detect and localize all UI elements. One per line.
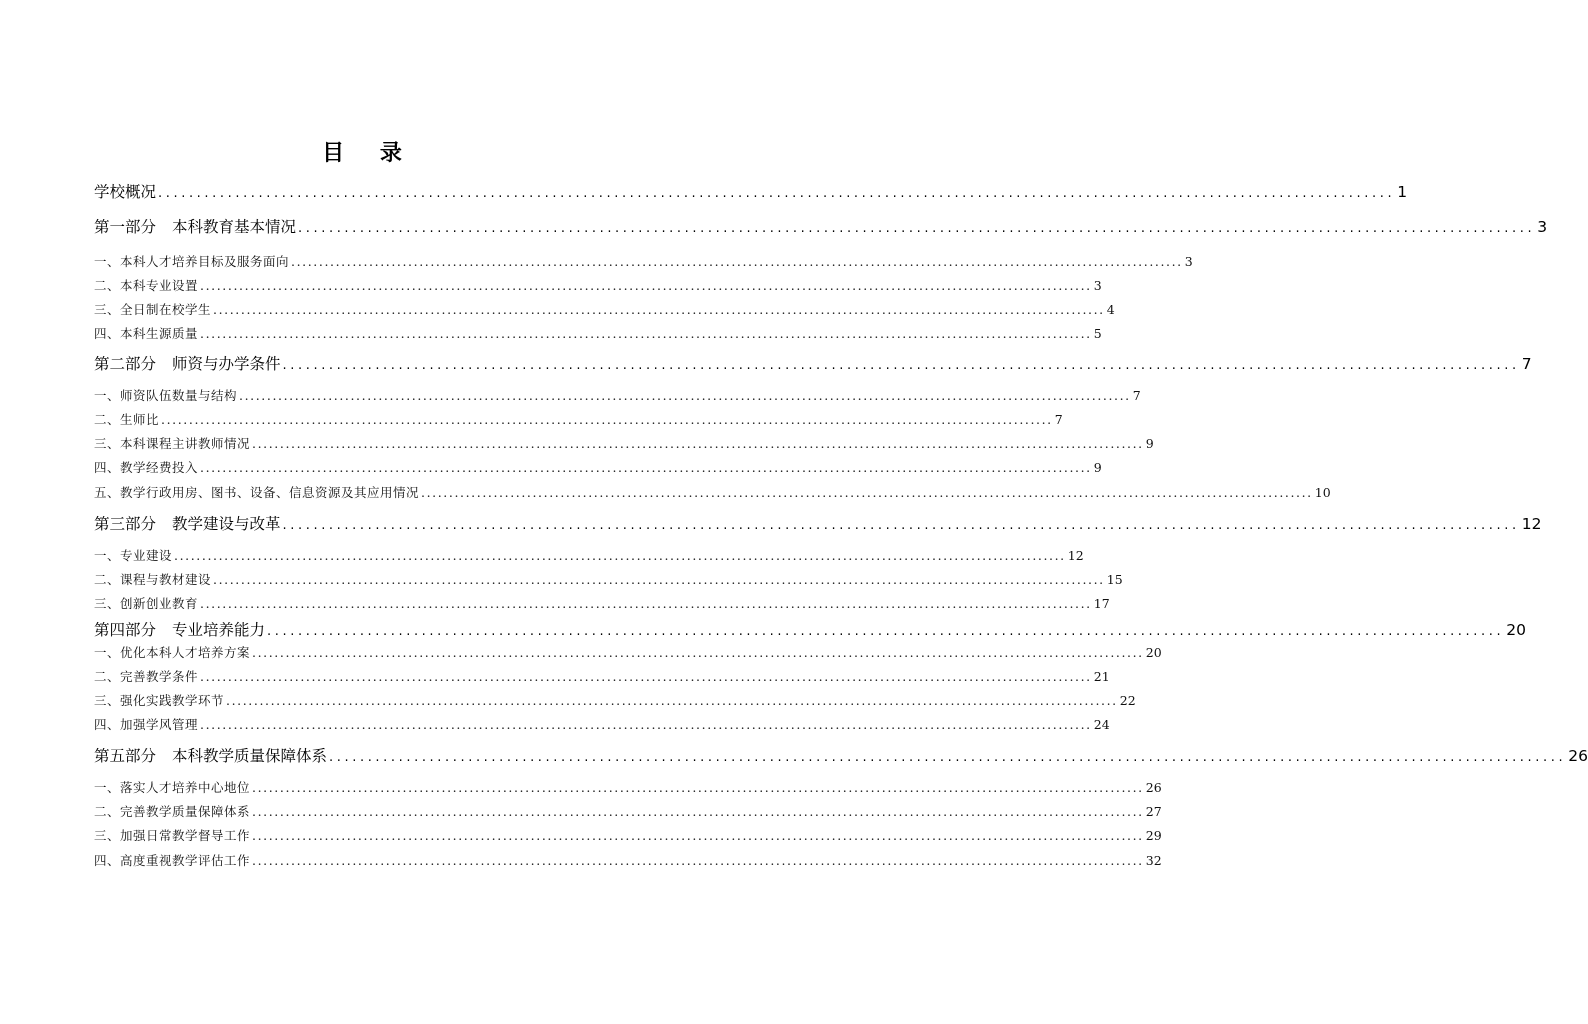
- toc-page-number: 29: [1145, 828, 1162, 843]
- toc-entry-label: [94, 434, 250, 452]
- toc-leader-dots: ................................................................................................................................................................: [421, 485, 1313, 500]
- toc-subsection-entry[interactable]: [94, 691, 1136, 709]
- toc-subsection-entry[interactable]: [94, 826, 1162, 844]
- toc-entry-label: [94, 300, 211, 318]
- toc-subsection-entry[interactable]: [94, 667, 1110, 685]
- toc-leader-dots: ................................................................................................................................................................: [200, 460, 1092, 475]
- toc-page-number: 12: [1521, 515, 1542, 533]
- toc-entry-title: 教学建设与改革: [172, 515, 281, 533]
- toc-entry-label: [94, 744, 327, 766]
- toc-entry-label: [94, 386, 237, 404]
- toc-entry-title: 一、落实人才培养中心地位: [94, 780, 251, 795]
- toc-leader-dots: ................................................................................................................................................................: [200, 596, 1092, 611]
- toc-page-number: 22: [1119, 693, 1136, 708]
- toc-leader-dots: ................................................................................................................................................................: [252, 828, 1144, 843]
- toc-leader-dots: ................................................................................................................................................................: [291, 254, 1183, 269]
- toc-page-number: 26: [1145, 780, 1162, 795]
- toc-subsection-entry[interactable]: [94, 276, 1102, 294]
- toc-page-number: 3: [1093, 278, 1102, 293]
- toc-part-number: 第四部分: [94, 621, 157, 639]
- toc-section-entry[interactable]: [94, 618, 1526, 640]
- toc-page-number: 26: [1568, 747, 1588, 765]
- toc-leader-dots: ................................................................................................................................................................: [252, 436, 1144, 451]
- toc-page-number: 9: [1093, 460, 1102, 475]
- toc-leader-dots: ................................................................................................................................................................: [252, 645, 1144, 660]
- toc-entry-label: [94, 352, 281, 374]
- toc-entry-title: 本科教学质量保障体系: [172, 747, 328, 765]
- toc-part-number: 第三部分: [94, 515, 157, 533]
- toc-leader-dots: ................................................................................................................................................................: [200, 326, 1092, 341]
- toc-entry-label: [94, 643, 250, 661]
- toc-subsection-entry[interactable]: [94, 458, 1102, 476]
- toc-subsection-entry[interactable]: [94, 546, 1084, 564]
- toc-entry-title: 本科教育基本情况: [172, 218, 297, 236]
- toc-subsection-entry[interactable]: [94, 434, 1154, 452]
- toc-entry-title: 三、全日制在校学生: [94, 302, 212, 317]
- toc-leader-dots: ................................................................................................................................................................: [252, 853, 1144, 868]
- toc-page-number: 3: [1184, 254, 1193, 269]
- toc-leader-dots: ................................................................................................................................................................: [226, 693, 1118, 708]
- toc-entry-label: [94, 667, 198, 685]
- toc-leader-dots: ................................................................................................................................................................: [267, 624, 1505, 639]
- toc-leader-dots: ................................................................................................................................................................: [213, 572, 1105, 587]
- toc-entry-title: 三、本科课程主讲教师情况: [94, 436, 251, 451]
- toc-part-number: 学校概况: [94, 183, 157, 201]
- toc-page-number: 4: [1106, 302, 1115, 317]
- toc-leader-dots: ................................................................................................................................................................: [200, 278, 1092, 293]
- toc-leader-dots: ................................................................................................................................................................: [239, 388, 1131, 403]
- toc-entry-title: 一、本科人才培养目标及服务面向: [94, 254, 290, 269]
- toc-leader-dots: ................................................................................................................................................................: [329, 750, 1567, 765]
- toc-subsection-entry[interactable]: [94, 778, 1162, 796]
- toc-section-entry[interactable]: [94, 215, 1548, 237]
- toc-entry-label: [94, 215, 296, 237]
- toc-entry-label: [94, 715, 198, 733]
- page-title: 目 录: [322, 141, 416, 166]
- toc-entry-title: 二、生师比: [94, 412, 160, 427]
- toc-page-number: 27: [1145, 804, 1162, 819]
- toc-subsection-entry[interactable]: [94, 594, 1110, 612]
- toc-subsection-entry[interactable]: [94, 252, 1193, 270]
- toc-subsection-entry[interactable]: [94, 300, 1115, 318]
- toc-entry-label: [94, 180, 156, 202]
- toc-entry-title: 四、高度重视教学评估工作: [94, 853, 251, 868]
- toc-entry-title: 三、创新创业教育: [94, 596, 199, 611]
- toc-entry-title: 四、教学经费投入: [94, 460, 199, 475]
- toc-leader-dots: ................................................................................................................................................................: [282, 518, 1520, 533]
- toc-page-number: 21: [1093, 669, 1110, 684]
- toc-entry-label: [94, 618, 265, 640]
- toc-page-number: 3: [1537, 218, 1548, 236]
- toc-subsection-entry[interactable]: [94, 570, 1123, 588]
- toc-entry-title: 五、教学行政用房、图书、设备、信息资源及其应用情况: [94, 485, 420, 500]
- toc-entry-label: [94, 512, 281, 534]
- toc-entry-title: 一、专业建设: [94, 548, 173, 563]
- toc-entry-title: 二、课程与教材建设: [94, 572, 212, 587]
- toc-subsection-entry[interactable]: [94, 324, 1102, 342]
- toc-entry-title: 一、师资队伍数量与结构: [94, 388, 238, 403]
- toc-leader-dots: ................................................................................................................................................................: [158, 186, 1396, 201]
- toc-leader-dots: ................................................................................................................................................................: [252, 804, 1144, 819]
- toc-subsection-entry[interactable]: [94, 715, 1110, 733]
- toc-entry-label: [94, 691, 224, 709]
- toc-page-number: 24: [1093, 717, 1110, 732]
- toc-part-number: 第二部分: [94, 355, 157, 373]
- toc-leader-dots: ................................................................................................................................................................: [200, 717, 1092, 732]
- toc-entry-label: [94, 826, 250, 844]
- toc-subsection-entry[interactable]: [94, 410, 1063, 428]
- toc-entry-title: 师资与办学条件: [172, 355, 281, 373]
- toc-entry-label: [94, 778, 250, 796]
- toc-page-number: 1: [1397, 183, 1408, 201]
- toc-section-entry[interactable]: [94, 744, 1588, 766]
- toc-leader-dots: ................................................................................................................................................................: [252, 780, 1144, 795]
- toc-entry-label: [94, 802, 250, 820]
- toc-page-number: 7: [1521, 355, 1532, 373]
- toc-section-entry[interactable]: [94, 352, 1532, 374]
- toc-page-number: 20: [1145, 645, 1162, 660]
- toc-entry-title: 二、完善教学条件: [94, 669, 199, 684]
- toc-subsection-entry[interactable]: [94, 802, 1162, 820]
- toc-page-number: 20: [1506, 621, 1526, 639]
- toc-page-number: 12: [1067, 548, 1084, 563]
- toc-page-number: 17: [1093, 596, 1110, 611]
- toc-page-number: 5: [1093, 326, 1102, 341]
- toc-subsection-entry[interactable]: [94, 483, 1331, 501]
- toc-entry-title: 四、加强学风管理: [94, 717, 199, 732]
- toc-leader-dots: ................................................................................................................................................................: [161, 412, 1053, 427]
- toc-subsection-entry[interactable]: [94, 643, 1162, 661]
- toc-leader-dots: ................................................................................................................................................................: [298, 221, 1536, 236]
- toc-entry-title: 三、加强日常教学督导工作: [94, 828, 251, 843]
- toc-entry-label: [94, 594, 198, 612]
- toc-entry-title: 三、强化实践教学环节: [94, 693, 225, 708]
- toc-page-number: 32: [1145, 853, 1162, 868]
- toc-entry-title: 二、完善教学质量保障体系: [94, 804, 251, 819]
- toc-page-number: 7: [1132, 388, 1141, 403]
- toc-entry-title: 一、优化本科人才培养方案: [94, 645, 251, 660]
- toc-subsection-entry[interactable]: [94, 386, 1141, 404]
- toc-page-number: 9: [1145, 436, 1154, 451]
- toc-entry-title: 二、本科专业设置: [94, 278, 199, 293]
- toc-entry-label: [94, 483, 419, 501]
- toc-entry-label: [94, 252, 289, 270]
- toc-entry-label: [94, 458, 198, 476]
- toc-entry-title: 四、本科生源质量: [94, 326, 199, 341]
- toc-entry-label: [94, 546, 172, 564]
- toc-part-number: 第五部分: [94, 747, 157, 765]
- toc-entry-label: [94, 276, 198, 294]
- toc-subsection-entry[interactable]: [94, 851, 1162, 869]
- toc-entry-title: 专业培养能力: [172, 621, 266, 639]
- toc-leader-dots: ................................................................................................................................................................: [282, 358, 1520, 373]
- toc-section-entry[interactable]: [94, 512, 1542, 534]
- toc-leader-dots: ................................................................................................................................................................: [200, 669, 1092, 684]
- toc-entry-label: [94, 570, 211, 588]
- toc-leader-dots: ................................................................................................................................................................: [174, 548, 1066, 563]
- toc-page-number: 7: [1054, 412, 1063, 427]
- toc-leader-dots: ................................................................................................................................................................: [213, 302, 1105, 317]
- toc-section-entry[interactable]: [94, 180, 1408, 202]
- toc-entry-label: [94, 851, 250, 869]
- toc-entry-label: [94, 324, 198, 342]
- toc-page-number: 10: [1314, 485, 1331, 500]
- toc-entry-label: [94, 410, 159, 428]
- toc-page-number: 15: [1106, 572, 1123, 587]
- toc-part-number: 第一部分: [94, 218, 157, 236]
